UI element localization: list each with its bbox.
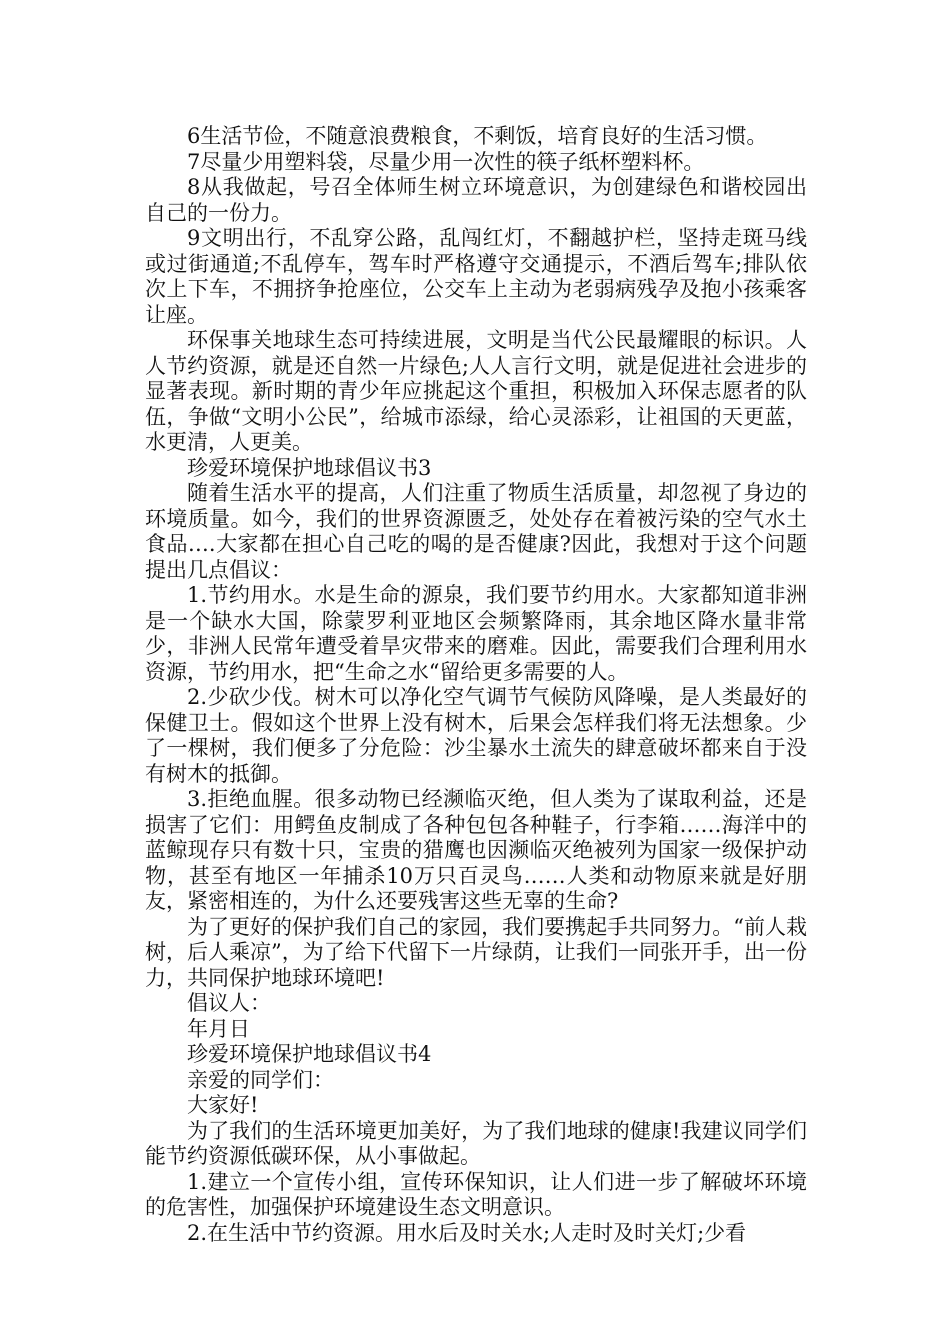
paragraph-item-6: 6生活节俭，不随意浪费粮食，不剩饭，培育良好的生活习惯。 (187, 124, 768, 148)
paragraph-intro-4: 为了我们的生活环境更加美好，为了我们地球的健康!我建议同学们能节约资源低碳环保，从小事做起。 (145, 1118, 807, 1168)
paragraph-item-7: 7尽量少用塑料袋，尽量少用一次性的筷子纸杯塑料杯。 (187, 149, 705, 174)
paragraph-item-8: 8从我做起，号召全体师生树立环境意识，为创建绿色和谐校园出自己的一份力。 (145, 175, 807, 225)
paragraph-call-to-action: 为了更好的保护我们自己的家园，我们要携起手共同努力。“前人栽树，后人乘凉”，为了给下代留下一片绿荫，让我们一同张开手，出一份力，共同保护地球环境吧! (145, 914, 807, 990)
signature-date: 年月日 (187, 1016, 250, 1041)
greeting-salutation: 亲爱的同学们： (187, 1067, 334, 1092)
paragraph-intro-3: 随着生活水平的提高，人们注重了物质生活质量，却忽视了身边的环境质量。如今，我们的世界资源匮乏，处处存在着被污染的空气水土食品….大家都在担心自己吃的喝的是否健康?因此，我想对于这个问题提出几点倡议： (145, 481, 807, 582)
signature-proposer: 倡议人： (187, 991, 271, 1015)
section-title-4: 珍爱环境保护地球倡议书4 (187, 1042, 432, 1066)
greeting-hello: 大家好! (187, 1093, 259, 1117)
paragraph-animals: 3.拒绝血腥。很多动物已经濒临灭绝，但人类为了谋取利益，还是损害了它们：用鳄鱼皮制成了各种包包各种鞋子，行李箱……海洋中的蓝鲸现存只有数十只，宝贵的猎鹰也因濒临灭绝被列为国家一级保护动物，甚至有地区一年捕杀10万只百灵鸟……人类和动物原来就是好朋友，紧密相连的，为什么还要残害这些无辜的生命? (145, 787, 807, 913)
paragraph-trees: 2.少砍少伐。树木可以净化空气调节气候防风降噪，是人类最好的保健卫士。假如这个世界上没有树木，后果会怎样我们将无法想象。少了一棵树，我们便多了分危险：沙尘暴水土流失的肆意破坏都来自于没有树木的抵御。 (145, 685, 807, 786)
paragraph-water: 1.节约用水。水是生命的源泉，我们要节约用水。大家都知道非洲是一个缺水大国，除蒙罗利亚地区会频繁降雨，其余地区降水量非常少，非洲人民常年遭受着旱灾带来的磨难。因此，需要我们合理利用水资源，节约用水，把“生命之水“留给更多需要的人。 (145, 583, 807, 684)
section-title-3: 珍爱环境保护地球倡议书3 (187, 455, 432, 480)
document-body (145, 124, 807, 1246)
paragraph-item-9: 9文明出行，不乱穿公路，乱闯红灯，不翻越护栏，坚持走斑马线或过街通道;不乱停车，驾车时严格遵守交通提示，不酒后驾车;排队依次上下车，不拥挤争抢座位，公交车上主动为老弱病残孕及抱小孩乘客让座。 (145, 226, 807, 327)
paragraph-group: 1.建立一个宣传小组，宣传环保知识，让人们进一步了解破坏环境的危害性，加强保护环境建设生态文明意识。 (145, 1169, 807, 1219)
paragraph-save-resources: 2.在生活中节约资源。用水后及时关水;人走时及时关灯;少看 (187, 1220, 747, 1245)
paragraph-conclusion: 环保事关地球生态可持续进展，文明是当代公民最耀眼的标识。人人节约资源，就是还自然一片绿色;人人言行文明，就是促进社会进步的显著表现。新时期的青少年应挑起这个重担，积极加入环保志愿者的队伍，争做“文明小公民”，给城市添绿，给心灵添彩，让祖国的天更蓝，水更清，人更美。 (145, 328, 807, 454)
